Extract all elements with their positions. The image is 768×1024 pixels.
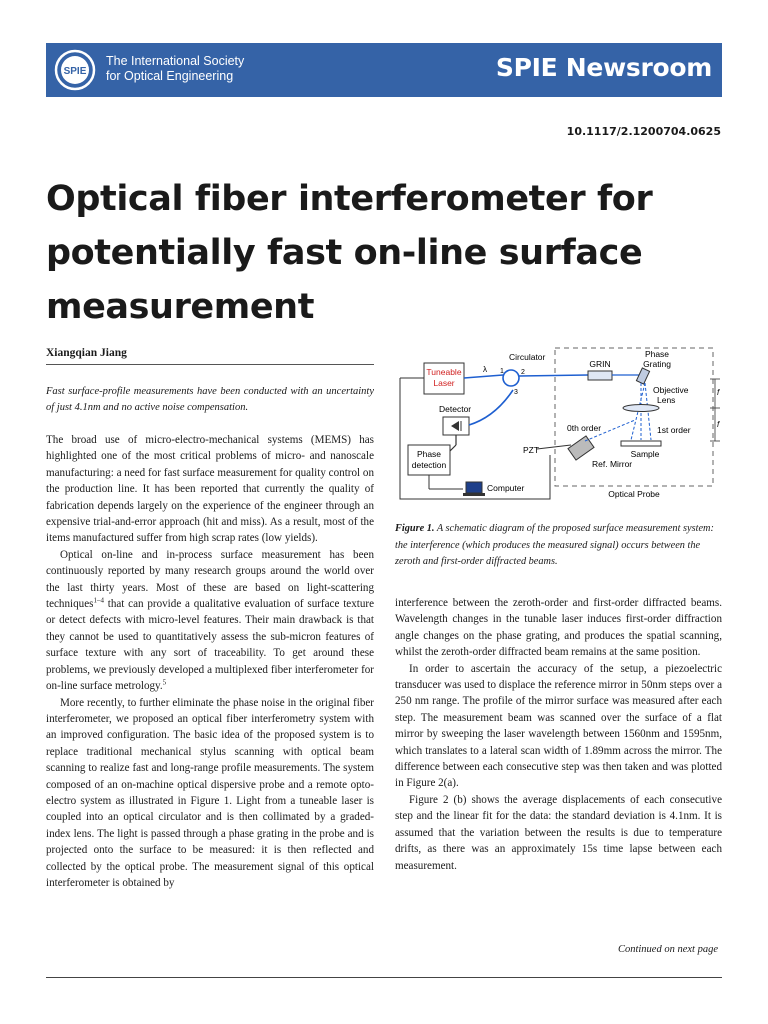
figure-1-caption — [395, 521, 722, 571]
label-optical-probe: Optical Probe — [608, 489, 660, 499]
author-rule — [46, 364, 374, 365]
organization-name — [106, 54, 244, 84]
label-grin: GRIN — [589, 359, 611, 369]
objective-lens-icon — [623, 405, 659, 412]
label-ref-mirror: Ref. Mirror — [592, 459, 633, 469]
label-phase-grating: Phase Grating — [643, 349, 671, 369]
circulator-icon — [503, 370, 519, 386]
paragraph-3: More recently, to further eliminate the phase noise in the original fiber interferometer, we proposed an optical fiber interferometry system with an improved configuration. The basic idea of the proposed system is to replace traditional mechanical stylus scanning with optical beam scanning to realize fast and long-range profile measurements. The system composed of an on-machine optical dispersive probe and a remote opto-electro system as illustrated in Figure 1. Light from a tuneable laser is coupled into an optical circulator and is then collimated by a graded-index lens. The light is passed through a phase grating in the probe and is projected onto the surface to be measured: it is then reflected and collected by the optical probe. The measurement signal of this optical interferometer is obtained by — [46, 696, 374, 889]
caption-text: A schematic diagram of the proposed surface measurement system: the interference (which produces the measured signal) occurs between the zeroth and first-order diffracted beams. — [395, 523, 714, 567]
optical-probe-boundary — [555, 348, 713, 486]
org-line-2: for Optical Engineering — [106, 69, 234, 83]
fiber-circulator-grin — [519, 375, 588, 376]
spie-logo-icon — [54, 49, 96, 91]
org-line-1: The International Society — [106, 54, 245, 68]
abstract-text: Fast surface-profile measurements have been conducted with an uncertainty of just 4.1nm and no active noise compensation. — [46, 386, 374, 414]
article-title: Optical fiber interferometer for potentially fast on-line surface measurement — [46, 179, 653, 327]
figure-1-diagram — [395, 345, 722, 505]
author-name: Xiangqian Jiang — [46, 347, 127, 359]
caption-label: Figure 1. — [395, 523, 435, 534]
continued-note: Continued on next page — [617, 944, 718, 955]
label-port-1: 1 — [500, 368, 504, 375]
paragraph-1: The broad use of micro-electro-mechanical systems (MEMS) has highlighted one of the most critical problems of micro- and nanoscale manufacturing: a need for fast surface measurement for quality control on the production line. It has been reported that currently the quality of fabrication depends largely on the experience of the engineer through an expensive trial-and-error approach (hit and miss). As a result, most of the items manufactured suffer from high scrap rates (low yields). — [46, 434, 374, 545]
paragraph-2 — [46, 547, 374, 695]
phase-grating-icon — [636, 368, 649, 384]
paragraph-5: In order to ascertain the accuracy of the setup, a piezoelectric transducer was used to displace the reference mirror in 50nm steps over a 250 nm range. The profile of the mirror surface was measured after each step. The measurement beam was scanned over the surface of a flat mirror by sweeping the laser wavelength between 1560nm and 1595nm, which translates to a lateral scan width of 1.89mm across the mirror. The difference between each consecutive step was then taken and was plotted in Figure 2(a). — [395, 662, 722, 790]
paragraph-6: Figure 2 (b) shows the average displacements of each consecutive step and the linear fit for the data: the standard deviation is 4.1nm. It is assumed that the variation between the results is due to temperature drifts, as there was an approximately 15s time lapse between each measurement. — [395, 793, 722, 872]
label-lambda: λ — [483, 365, 487, 374]
label-port-3: 3 — [514, 389, 518, 396]
computer-icon — [466, 482, 482, 493]
reference-mirror-pzt-icon — [568, 436, 594, 460]
label-detector: Detector — [439, 404, 472, 414]
doi: 10.1117/2.1200704.0625 — [566, 125, 721, 138]
label-sample: Sample — [630, 449, 660, 459]
sample-icon — [621, 441, 661, 446]
label-port-2: 2 — [521, 369, 525, 376]
left-column — [46, 432, 374, 891]
label-tuneable-laser: Tuneable Laser — [426, 367, 462, 388]
citation-1-4: 1–4 — [93, 596, 104, 605]
label-computer: Computer — [487, 483, 525, 493]
footer-rule — [46, 977, 722, 978]
pzt-connector — [537, 445, 571, 449]
label-f-upper: f — [717, 388, 720, 397]
label-zero-order: 0th order — [567, 423, 602, 433]
label-first-order: 1st order — [657, 425, 691, 435]
fiber-laser-circulator — [464, 375, 503, 378]
control-wire-laser — [400, 378, 550, 499]
paragraph-4: interference between the zeroth-order and first-order diffracted beams. Wavelength changes in the tunable laser induces first-order diffraction angle changes on the phase grating, and produces the spatial scanning, whilst the zeroth-order diffracted beam remains at the same position. — [395, 597, 722, 659]
fiber-circulator-detector — [469, 390, 513, 425]
spie-header-banner — [46, 43, 722, 97]
label-phase-detection: Phase detection — [411, 449, 447, 470]
newsroom-title: SPIE Newsroom — [495, 53, 712, 82]
label-f-lower: f — [717, 420, 720, 429]
label-objective-lens: Objective Lens — [653, 385, 689, 405]
label-pzt: PZT — [523, 445, 540, 455]
citation-5: 5 — [162, 678, 167, 687]
p2-text-b: that can provide a qualitative evaluation of surface texture or detect defects with micro-level features. Their main drawback is that they cannot be used to quantitatively assess the sub-micron features of surface texture with any sort of traceability. To get around these problems, we previously developed a multiplexed fiber interferometer for on-line surface metrology. — [46, 598, 374, 693]
right-column — [395, 595, 722, 874]
abstract — [46, 384, 374, 417]
p2-text-a: Optical on-line and in-process surface measurement has been continuously reported by many research groups around the world over the last thirty years. Most of these are based on light-scattering techniques — [46, 548, 374, 611]
grin-lens-icon — [588, 371, 612, 380]
label-circulator: Circulator — [509, 352, 546, 362]
logo-text: SPIE — [63, 66, 87, 77]
